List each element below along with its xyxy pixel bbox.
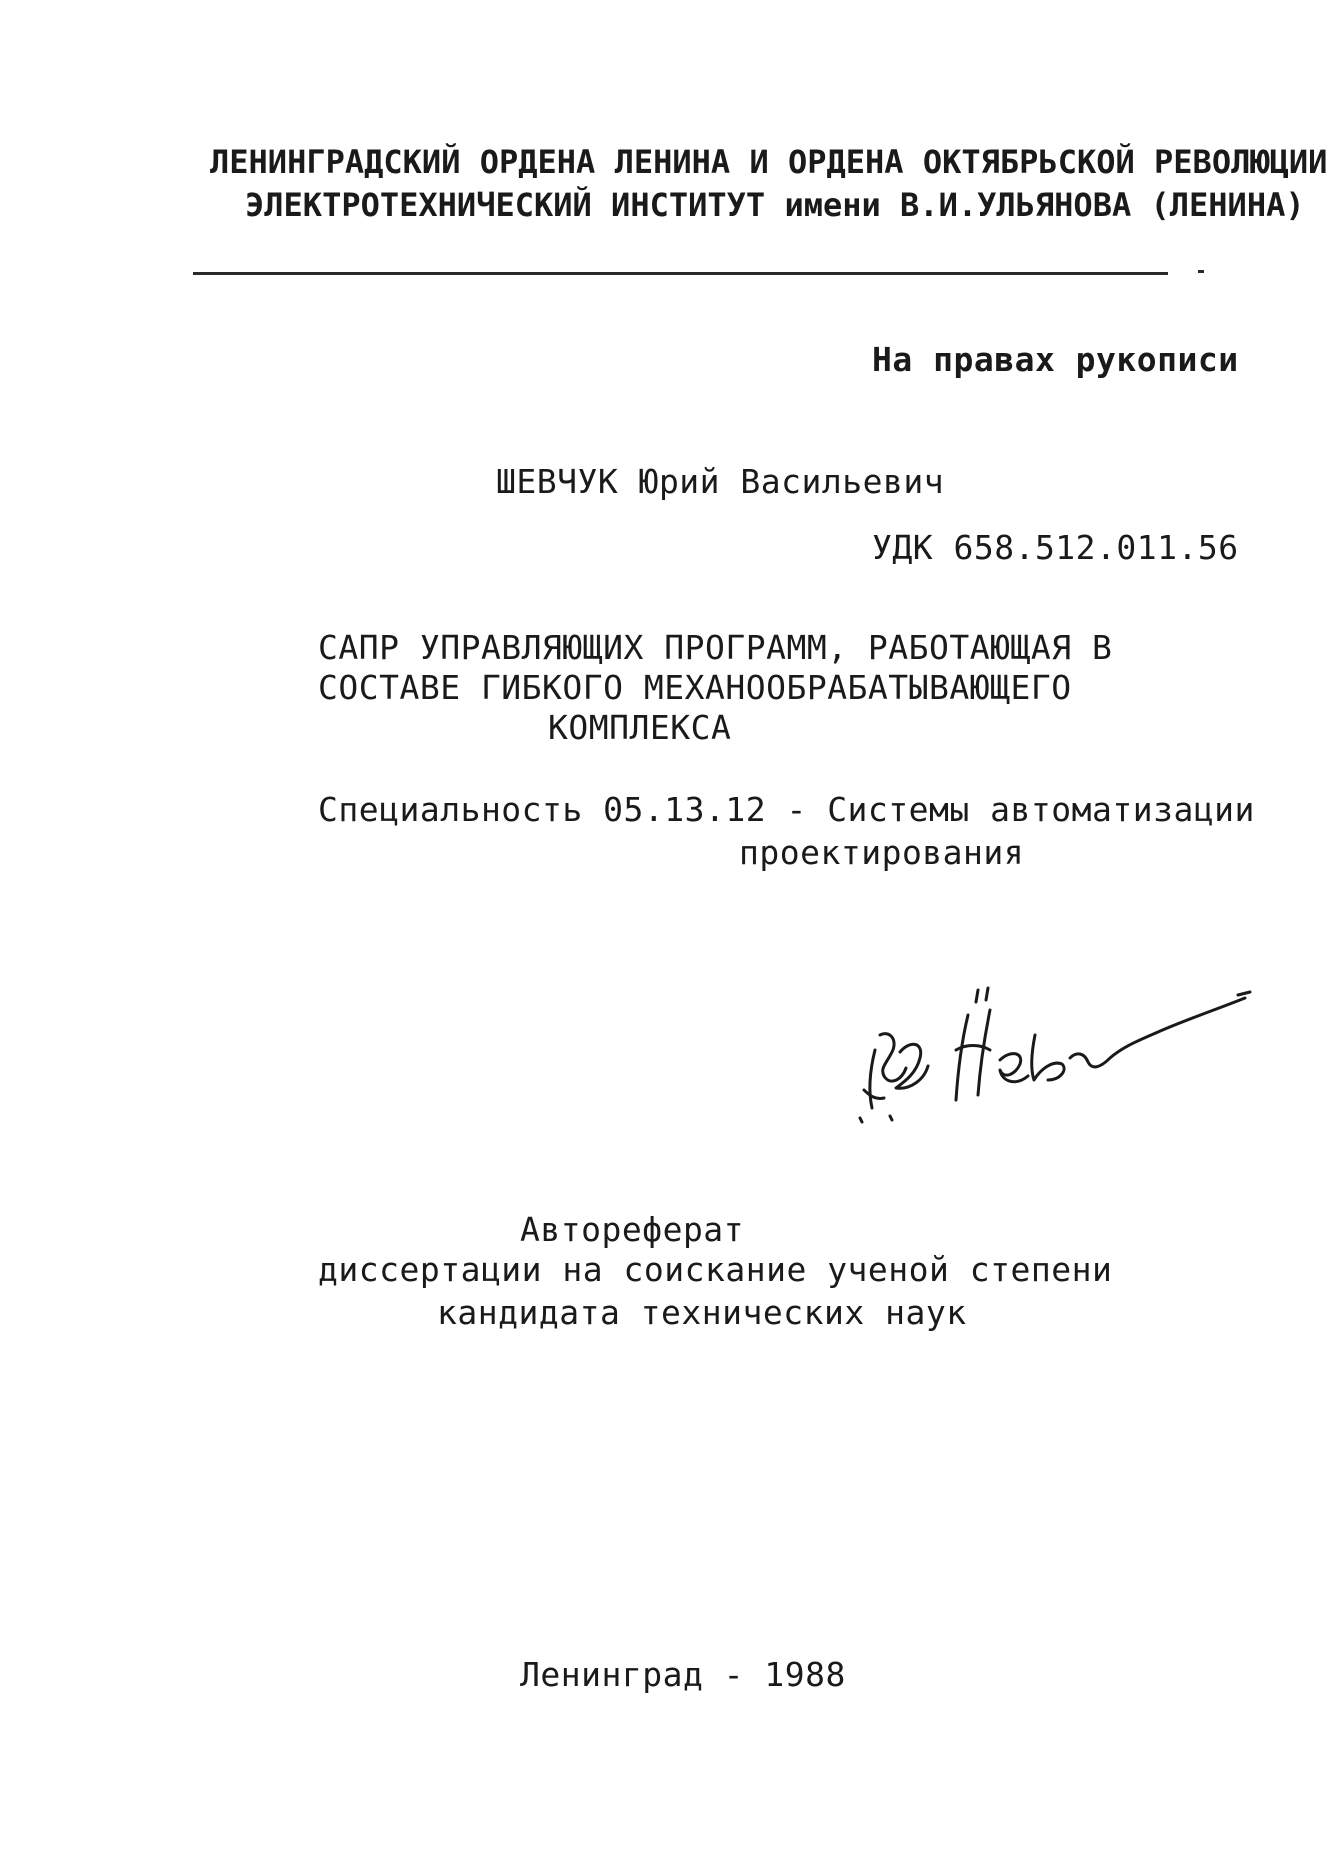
header-divider <box>193 272 1168 275</box>
handwritten-signature <box>840 940 1260 1130</box>
dissertation-title-line-1: САПР УПРАВЛЯЮЩИХ ПРОГРАММ, РАБОТАЮЩАЯ В <box>318 628 1113 667</box>
place-and-year: Ленинград - 1988 <box>520 1655 846 1694</box>
dissertation-title-line-2: СОСТАВЕ ГИБКОГО МЕХАНООБРАБАТЫВАЮЩЕГО <box>318 668 1072 707</box>
header-divider-mark <box>1198 270 1204 273</box>
specialty-line-2: проектирования <box>739 833 1025 872</box>
specialty-line-1: Специальность 05.13.12 - Системы автоматизации <box>318 790 1255 829</box>
udc-code: УДК 658.512.011.56 <box>872 528 1239 567</box>
institute-name-line-2: ЭЛЕКТРОТЕХНИЧЕСКИЙ ИНСТИТУТ имени В.И.УЛЬЯНОВА (ЛЕНИНА) <box>245 186 1305 224</box>
abstract-type: Автореферат <box>520 1210 745 1249</box>
institute-name-line-1: ЛЕНИНГРАДСКИЙ ОРДЕНА ЛЕНИНА И ОРДЕНА ОКТЯБРЬСКОЙ РЕВОЛЮЦИИ <box>210 143 1328 181</box>
dissertation-title-line-3: КОМПЛЕКСА <box>548 708 732 747</box>
author-name: ШЕВЧУК Юрий Васильевич <box>496 462 945 501</box>
abstract-degree: кандидата технических наук <box>437 1293 967 1332</box>
abstract-purpose: диссертации на соискание ученой степени <box>318 1250 1113 1289</box>
manuscript-note: На правах рукописи <box>872 340 1239 379</box>
